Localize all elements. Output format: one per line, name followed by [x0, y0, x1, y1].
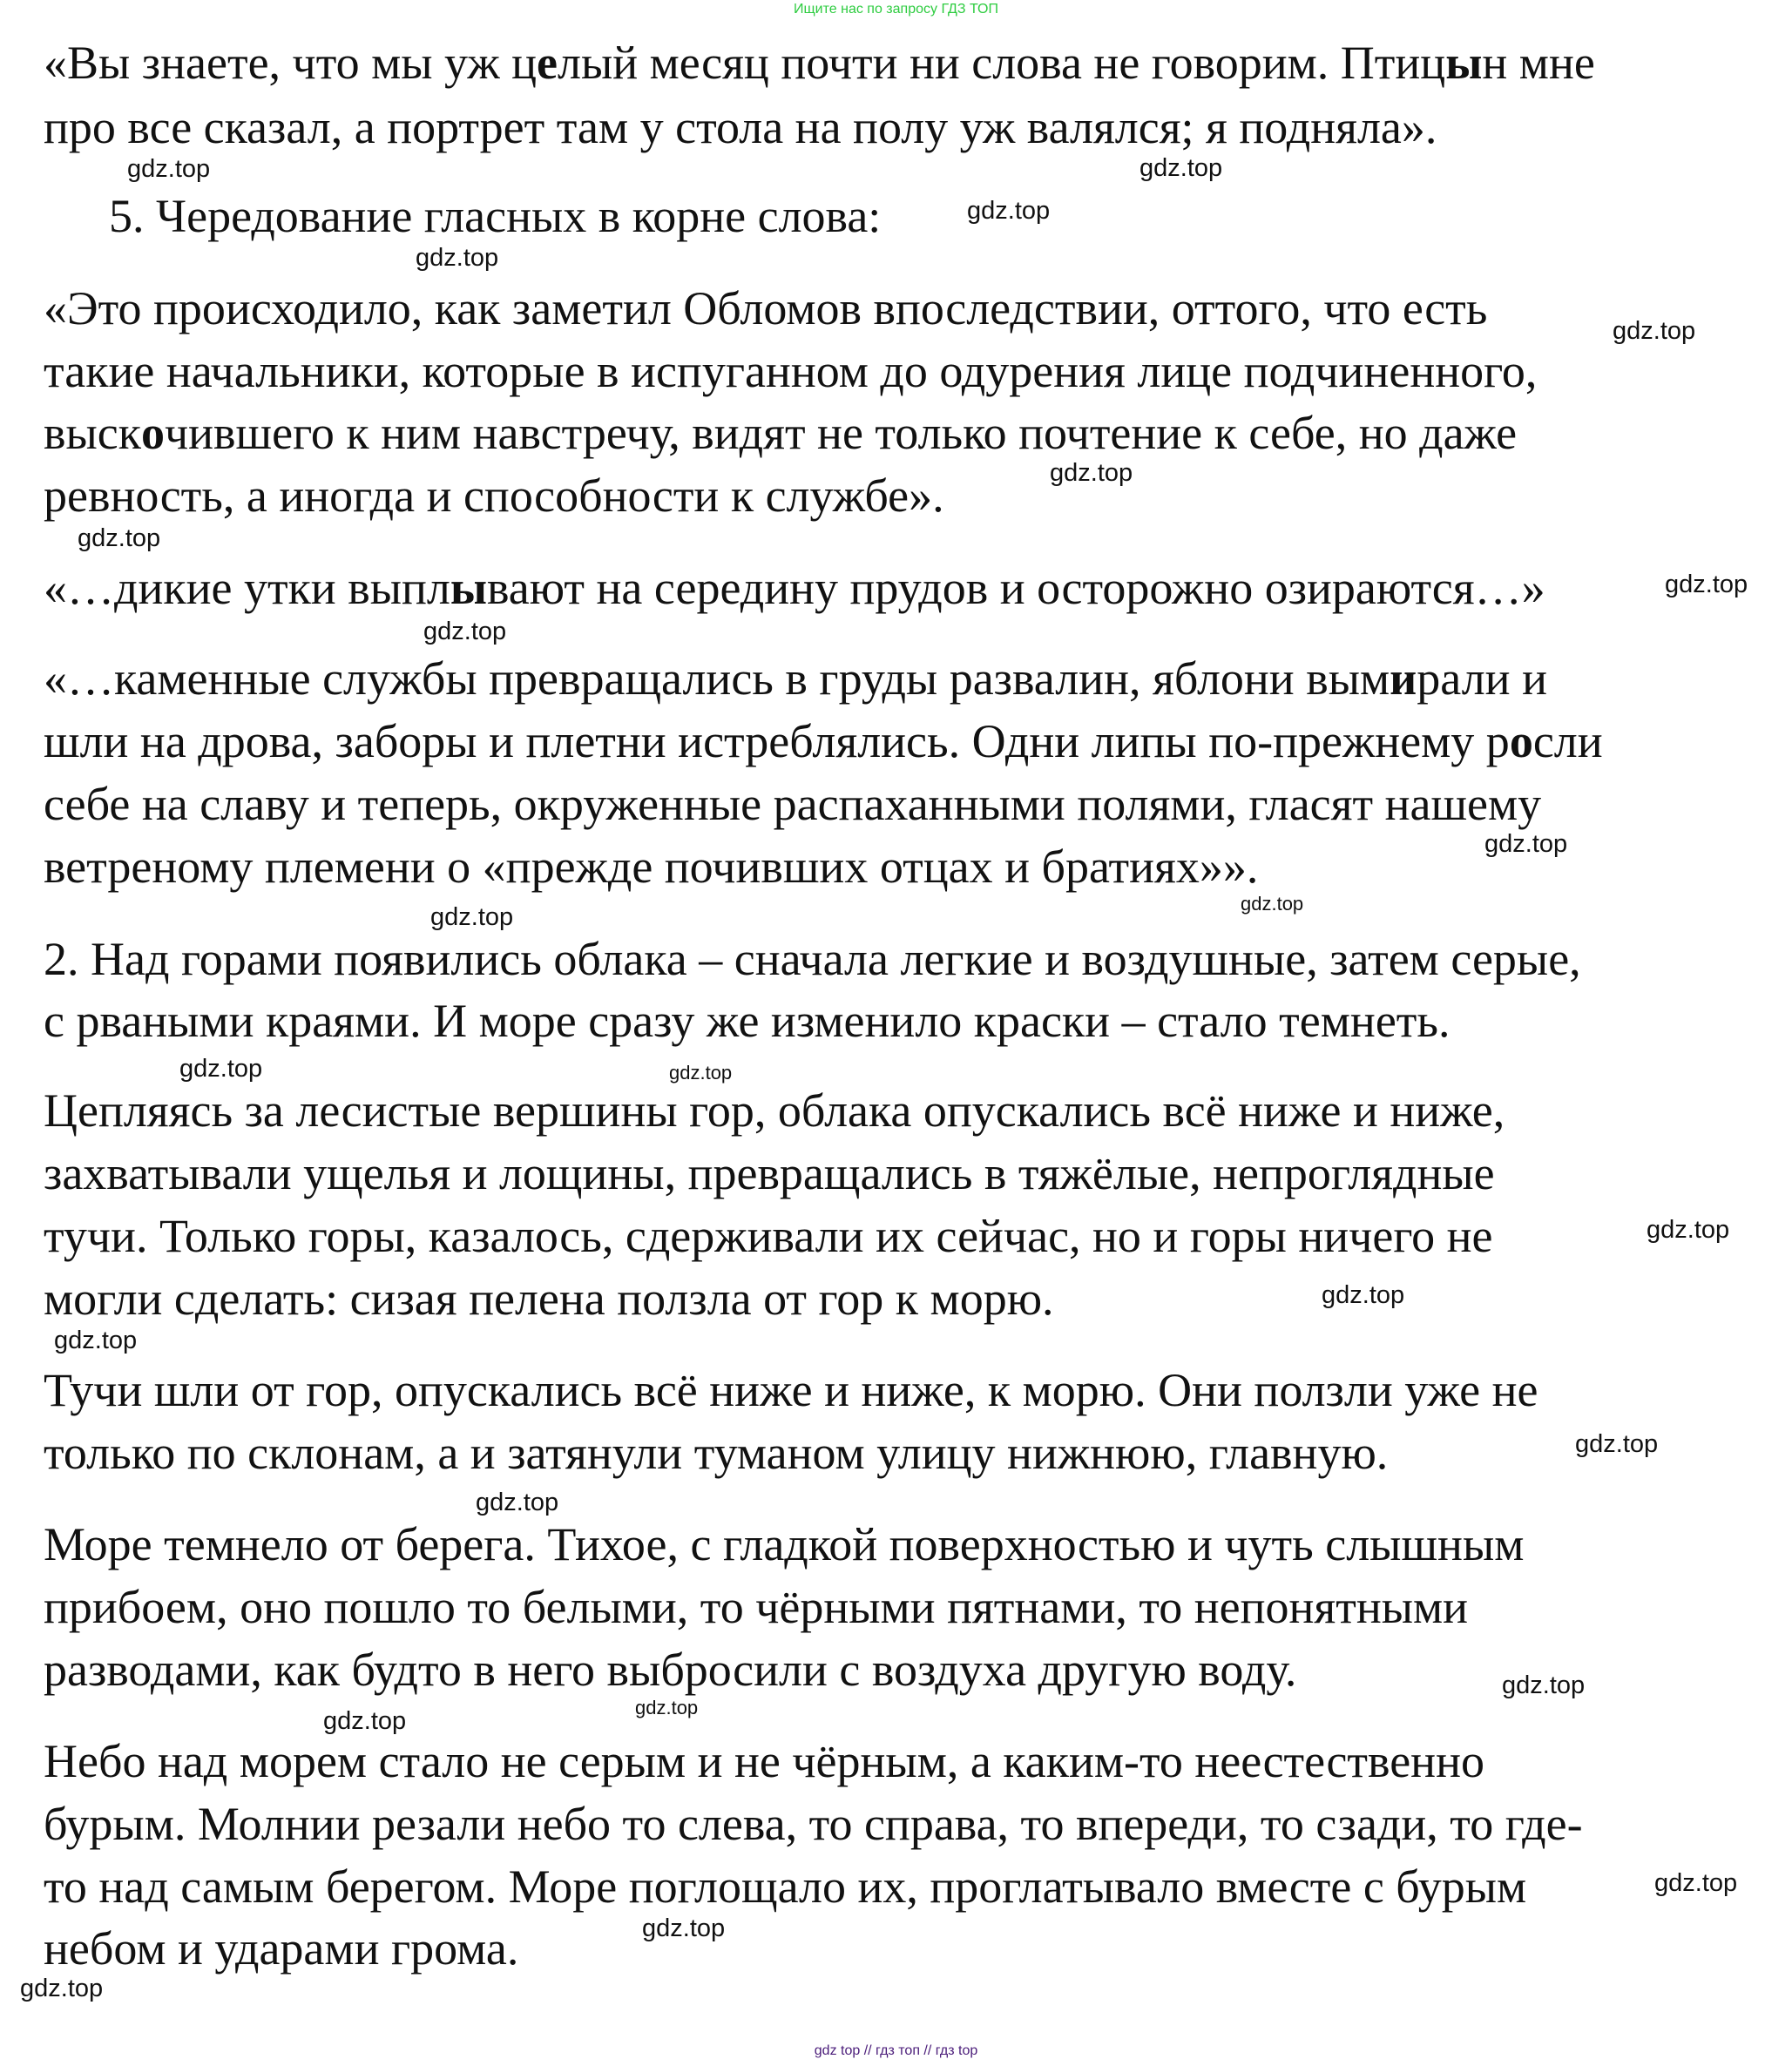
highlighted-letter: и	[1390, 652, 1417, 705]
text-segment: Небо над морем стало не серым и не чёрным, а каким-то неестественно	[44, 1735, 1484, 1787]
text-line	[44, 37, 1595, 89]
watermark-text: gdz.top	[1322, 1280, 1405, 1309]
text-segment: «Это происходило, как заметил Обломов впоследствии, оттого, что есть	[44, 282, 1488, 334]
text-segment: «Вы знаете, что мы уж ц	[44, 37, 538, 89]
watermark-text: gdz.top	[1647, 1215, 1730, 1244]
watermark-text: gdz.top	[78, 523, 161, 552]
text-segment: н мне	[1482, 37, 1595, 89]
text-segment: такие начальники, которые в испуганном до одурения лице подчиненного,	[44, 345, 1538, 397]
watermark-text: gdz.top	[669, 1062, 733, 1084]
text-segment: себе на славу и теперь, окруженные распаханными полями, гласят нашему	[44, 778, 1542, 830]
text-line	[44, 1860, 1527, 1913]
text-segment: ревность, а иногда и способности к службе».	[44, 469, 944, 522]
text-segment: то над самым берегом. Море поглощало их, проглатывало вместе с бурым	[44, 1860, 1527, 1913]
text-segment: «…дикие утки выпл	[44, 562, 450, 614]
text-line	[44, 995, 1451, 1047]
text-segment: 2. Над горами появились облака – сначала легкие и воздушные, затем серые,	[44, 933, 1581, 985]
highlighted-letter: е	[537, 37, 558, 89]
search-banner: Ищите нас по запросу ГДЗ ТОП	[794, 2, 998, 17]
watermark-text: gdz.top	[416, 243, 499, 272]
text-segment: «…каменные службы превращались в груды развалин, яблони вым	[44, 652, 1390, 705]
text-segment: вают на середину прудов и осторожно озираются…»	[487, 562, 1545, 614]
text-line	[44, 1518, 1525, 1570]
text-line	[44, 778, 1542, 830]
text-line	[109, 192, 881, 240]
text-segment: прибоем, оно пошло то белыми, то чёрными пятнами, то непонятными	[44, 1581, 1469, 1633]
text-segment: Море темнело от берега. Тихое, с гладкой поверхностью и чуть слышным	[44, 1518, 1525, 1570]
text-line	[44, 715, 1603, 767]
watermark-text: gdz.top	[127, 154, 211, 183]
text-line	[44, 933, 1581, 985]
highlighted-letter: о	[140, 407, 165, 459]
text-line	[44, 1644, 1297, 1696]
watermark-text: gdz.top	[967, 196, 1051, 225]
text-line	[44, 1364, 1538, 1416]
text-line	[44, 1084, 1505, 1137]
text-segment: разводами, как будто в него выбросили с воздуха другую воду.	[44, 1644, 1297, 1696]
text-line	[44, 1922, 519, 1975]
text-segment: 5. Чередование гласных в корне слова:	[109, 190, 882, 242]
text-segment: рали и	[1417, 652, 1547, 705]
text-segment: ветреному племени о «прежде почивших отцах и братиях»».	[44, 841, 1259, 893]
highlighted-letter: о	[1509, 715, 1533, 767]
watermark-text: gdz.top	[1613, 316, 1696, 345]
text-segment: чившего к ним навстречу, видят не только почтение к себе, но даже	[164, 407, 1518, 459]
watermark-text: gdz.top	[1139, 153, 1223, 182]
watermark-text: gdz.top	[1241, 893, 1304, 915]
text-segment: сли	[1532, 715, 1603, 767]
watermark-text: gdz.top	[1502, 1671, 1586, 1699]
text-line	[44, 1427, 1389, 1479]
text-segment: могли сделать: сизая пелена ползла от гор к морю.	[44, 1273, 1054, 1325]
text-segment: про все сказал, а портрет там у стола на полу уж валялся; я подняла».	[44, 101, 1437, 153]
watermark-text: gdz.top	[1575, 1429, 1659, 1458]
text-line	[44, 1273, 1054, 1325]
text-line	[44, 562, 1545, 614]
watermark-text: gdz.top	[179, 1054, 263, 1083]
text-line	[44, 1147, 1495, 1199]
watermark-text: gdz.top	[476, 1488, 559, 1516]
text-line	[44, 101, 1437, 153]
watermark-text: gdz.top	[1050, 458, 1133, 487]
text-line	[44, 1798, 1583, 1850]
text-line	[44, 1735, 1484, 1787]
text-segment: захватывали ущелья и лощины, превращались в тяжёлые, непроглядные	[44, 1147, 1495, 1199]
text-line	[44, 1583, 1468, 1631]
text-segment: шли на дрова, заборы и плетни истреблялись. Одни липы по-прежнему р	[44, 715, 1510, 767]
highlighted-letter: ы	[450, 562, 488, 614]
text-segment: бурым. Молнии резали небо то слева, то справа, то впереди, то сзади, то где-	[44, 1798, 1583, 1850]
text-segment: только по склонам, а и затянули туманом улицу нижнюю, главную.	[44, 1427, 1389, 1479]
text-line	[44, 345, 1538, 397]
text-line	[44, 1210, 1493, 1262]
watermark-text: gdz.top	[1654, 1868, 1738, 1897]
watermark-text: gdz.top	[423, 617, 507, 645]
watermark-text: gdz.top	[642, 1914, 726, 1942]
text-segment: с рваными краями. И море сразу же изменило краски – стало темнеть.	[44, 995, 1451, 1047]
watermark-text: gdz.top	[430, 902, 514, 931]
watermark-text: gdz.top	[20, 1974, 104, 2002]
text-line	[44, 841, 1259, 893]
text-segment: Цепляясь за лесистые вершины гор, облака опускались всё ниже и ниже,	[44, 1084, 1505, 1137]
footer-links: gdz top // гдз топ // гдз top	[814, 2043, 978, 2058]
watermark-text: gdz.top	[1484, 829, 1568, 858]
watermark-text: gdz.top	[54, 1326, 138, 1354]
text-line	[44, 407, 1518, 459]
text-segment: лый месяц почти ни слова не говорим. Птиц	[558, 37, 1446, 89]
watermark-text: gdz.top	[1665, 570, 1748, 598]
text-segment: выск	[44, 407, 141, 459]
text-segment: тучи. Только горы, казалось, сдерживали их сейчас, но и горы ничего не	[44, 1210, 1493, 1262]
highlighted-letter: ы	[1445, 37, 1483, 89]
watermark-text: gdz.top	[323, 1706, 407, 1735]
watermark-text: gdz.top	[635, 1697, 699, 1718]
text-segment: Тучи шли от гор, опускались всё ниже и ниже, к морю. Они ползли уже не	[44, 1364, 1538, 1416]
text-line	[44, 652, 1547, 705]
text-line	[44, 469, 944, 522]
text-segment: небом и ударами грома.	[44, 1922, 519, 1975]
text-line	[44, 282, 1488, 334]
